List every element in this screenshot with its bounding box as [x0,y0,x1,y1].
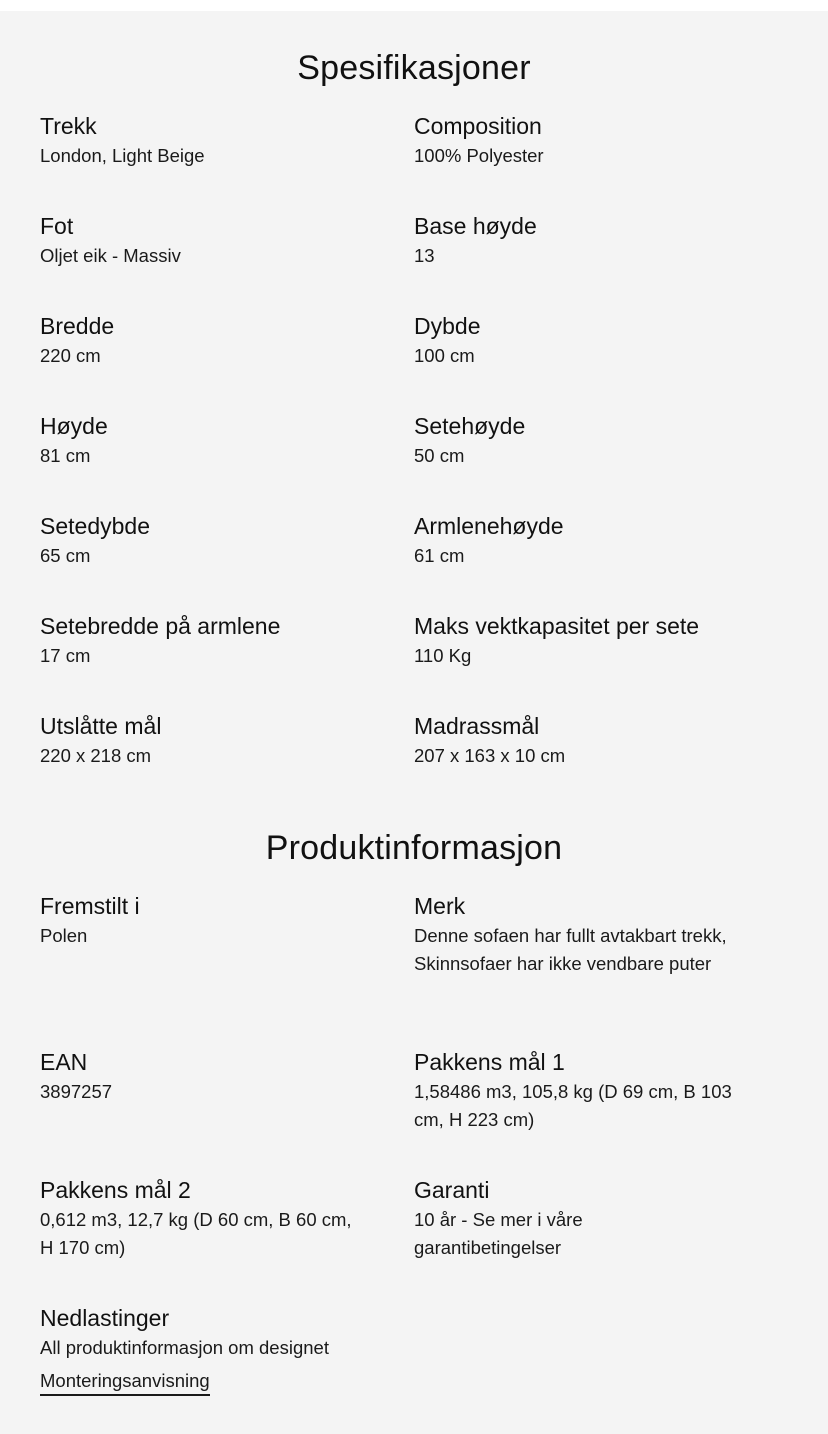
info-label: Garanti [414,1177,490,1203]
info-label: Merk [414,893,466,919]
spec-armlenehoyde [414,512,784,570]
spec-value: 207 x 163 x 10 cm [414,745,566,766]
spec-label: Maks vektkapasitet per sete [414,613,700,639]
info-value: Denne sofaen har fullt avtakbart trekk, Skinnsofaer har ikke vendbare puter [414,925,727,974]
info-merk [414,892,754,978]
spec-value: 220 x 218 cm [40,745,152,766]
specifications-title: Spesifikasjoner [297,49,531,87]
spec-value: 81 cm [40,445,91,466]
spec-value: 65 cm [40,545,91,566]
spec-value: 110 Kg [414,645,472,666]
spec-value: 50 cm [414,445,465,466]
spec-setehoyde [414,412,784,470]
spec-label: Setebredde på armlene [40,613,281,639]
spec-value: 100% Polyester [414,145,544,166]
product-info-title: Produktinformasjon [265,829,563,867]
spec-base-hoyde [414,212,784,270]
info-value: 0,612 m3, 12,7 kg (D 60 cm, B 60 cm, H 170 cm) [40,1209,352,1258]
spec-fot [40,212,410,270]
info-value: 10 år - Se mer i våre garantibetingelser [414,1209,583,1258]
info-garanti [414,1176,654,1262]
spec-value: Oljet eik - Massiv [40,245,181,266]
spec-value: 17 cm [40,645,91,666]
downloads-description: All produktinformasjon om designet [40,1337,329,1358]
product-details-panel [0,11,828,1434]
spec-setedybde [40,512,410,570]
spec-label: Composition [414,113,542,139]
spec-label: Setedybde [40,513,150,539]
info-value: 3897257 [40,1081,113,1102]
info-value: 1,58486 m3, 105,8 kg (D 69 cm, B 103 cm, H 223 cm) [414,1081,732,1130]
spec-value: 13 [414,245,435,266]
spec-hoyde [40,412,410,470]
info-fremstilt-i [40,892,410,950]
spec-utslatte-mal [40,712,410,770]
spec-trekk [40,112,410,170]
spec-madrassmal [414,712,784,770]
spec-dybde [414,312,784,370]
spec-label: Base høyde [414,213,537,239]
spec-label: Utslåtte mål [40,713,162,739]
spec-label: Dybde [414,313,481,339]
spec-value: London, Light Beige [40,145,205,166]
spec-value: 61 cm [414,545,465,566]
spec-value: 100 cm [414,345,475,366]
downloads-label: Nedlastinger [40,1305,170,1331]
info-label: Fremstilt i [40,893,140,919]
info-label: EAN [40,1049,88,1075]
info-pakkens-mal-1 [414,1048,754,1134]
spec-label: Høyde [40,413,108,439]
spec-label: Madrassmål [414,713,540,739]
spec-value: 220 cm [40,345,101,366]
info-pakkens-mal-2 [40,1176,370,1262]
spec-label: Fot [40,213,74,239]
spec-bredde [40,312,410,370]
spec-label: Bredde [40,313,115,339]
spec-label: Trekk [40,113,97,139]
info-value: Polen [40,925,88,946]
spec-composition [414,112,784,170]
spec-maks-vekt [414,612,784,670]
info-ean [40,1048,410,1106]
monteringsanvisning-link[interactable]: Monteringsanvisning [40,1368,210,1396]
spec-label: Armlenehøyde [414,513,564,539]
info-nedlastinger [40,1304,460,1396]
info-label: Pakkens mål 2 [40,1177,191,1203]
spec-setebredde [40,612,410,670]
info-label: Pakkens mål 1 [414,1049,565,1075]
spec-label: Setehøyde [414,413,526,439]
